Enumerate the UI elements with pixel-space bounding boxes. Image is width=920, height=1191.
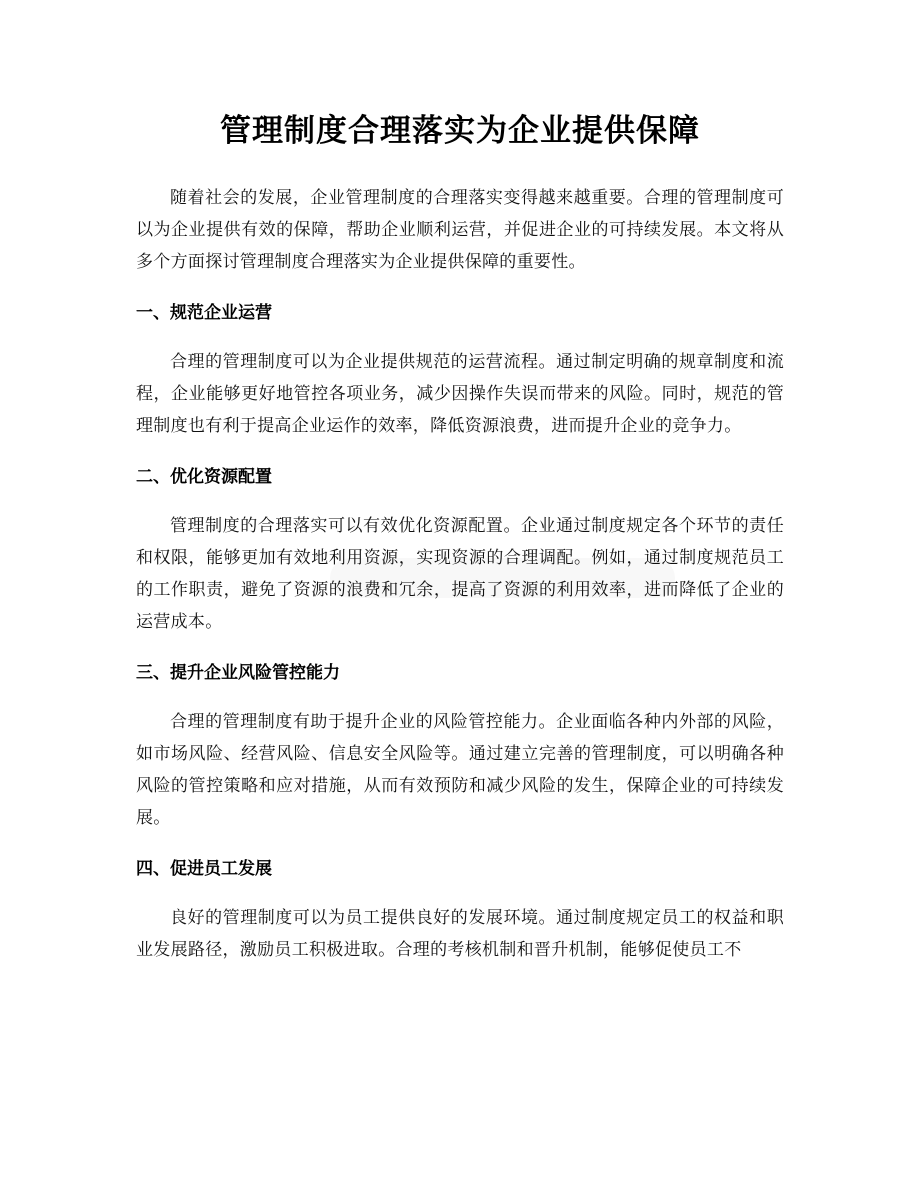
section-4-heading: 四、促进员工发展 <box>136 859 272 879</box>
section-1-heading: 一、规范企业运营 <box>136 303 272 323</box>
section-2-heading: 二、优化资源配置 <box>136 467 272 487</box>
section-3-paragraph: 合理的管理制度有助于提升企业的风险管控能力。企业面临各种内外部的风险，如市场风险、经营风险、信息安全风险等。通过建立完善的管理制度，可以明确各种风险的管控策略和应对措施，从而有效预防和减少风险的发生，保障企业的可持续发展。 <box>136 712 784 828</box>
section-1-paragraph: 合理的管理制度可以为企业提供规范的运营流程。通过制定明确的规章制度和流程，企业能够更好地管控各项业务，减少因操作失误而带来的风险。同时，规范的管理制度也有利于提高企业运作的效率，降低资源浪费，进而提升企业的竞争力。 <box>136 352 784 436</box>
section-4-paragraph: 良好的管理制度可以为员工提供良好的发展环境。通过制度规定员工的权益和职业发展路径，激励员工积极进取。合理的考核机制和晋升机制，能够促使员工不 <box>136 908 784 960</box>
document-title: 管理制度合理落实为企业提供保障 <box>220 113 700 149</box>
section-2-paragraph: 管理制度的合理落实可以有效优化资源配置。企业通过制度规定各个环节的责任和权限，能够更加有效地利用资源，实现资源的合理调配。例如，通过制度规范员工的工作职责，避免了资源的浪费和冗余，提高了资源的利用效率，进而降低了企业的运营成本。 <box>136 516 784 632</box>
document-body <box>136 108 784 966</box>
intro-paragraph: 随着社会的发展，企业管理制度的合理落实变得越来越重要。合理的管理制度可以为企业提供有效的保障，帮助企业顺利运营，并促进企业的可持续发展。本文将从多个方面探讨管理制度合理落实为企业提供保障的重要性。 <box>136 188 784 272</box>
section-3-heading: 三、提升企业风险管控能力 <box>136 663 340 683</box>
